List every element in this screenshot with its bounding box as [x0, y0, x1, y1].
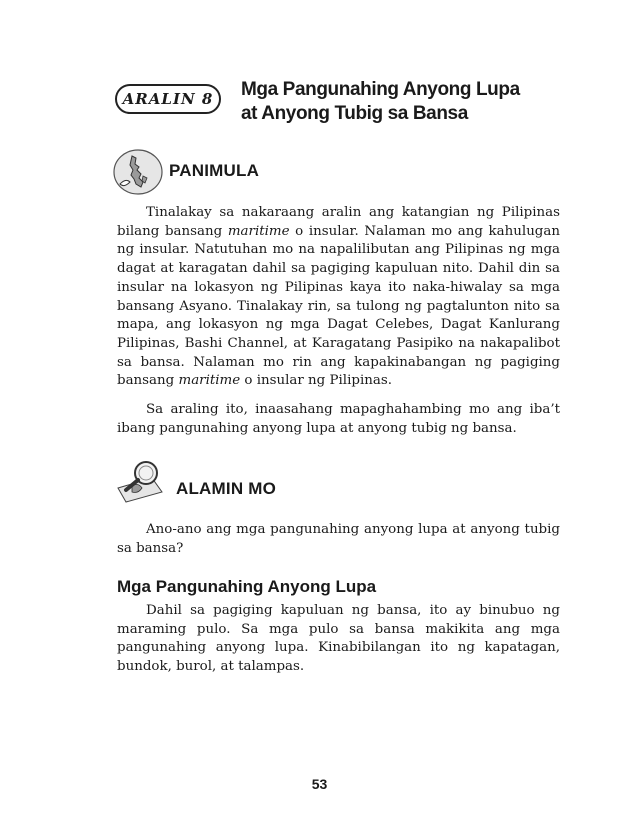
lesson-badge-label: ARALIN 8 — [122, 90, 214, 108]
panimula-p1-italic-2: maritime — [178, 373, 241, 389]
anyong-lupa-p1-text: Dahil sa pagiging kapuluan ng bansa, ito ay binubuo ng maraming pulo. Sa mga pulo sa bansa makikita ang mga pangunahing anyong lupa. Kinabibilangan ito ng kapatagan, bundok, burol, at talampas. — [117, 603, 560, 675]
panimula-heading: PANIMULA — [169, 161, 260, 180]
lesson-badge — [115, 84, 221, 114]
philippines-map-icon — [112, 148, 164, 196]
panimula-p1-italic-1: maritime — [227, 223, 290, 239]
anyong-lupa-paragraph — [117, 602, 560, 677]
page-number: 53 — [311, 776, 328, 792]
panimula-p1-a: Tinalakay sa nakaraang aralin ang katangian ng Pilipinas bilang bansang — [117, 205, 560, 239]
panimula-p1-c: o insular ng Pilipinas. — [240, 373, 392, 389]
alamin-question-text: Ano-ano ang mga pangunahing anyong lupa at anyong tubig sa bansa? — [117, 522, 560, 556]
panimula-p2-text: Sa araling ito, inaasahang mapaghahambing mo ang iba’t ibang pangunahing anyong lupa at anyong tubig ng bansa. — [117, 402, 560, 436]
panimula-paragraph-1 — [117, 204, 560, 391]
panimula-p1-b: o insular. Nalaman mo ang kahulugan ng insular. Natutuhan mo na napalilibutan ang Pilipinas ng mga dagat at karagatan dahil sa pagiging kapuluan nito. Dahil din sa insular na lokasyon ng Pilipinas kaya ito naka-hiwalay sa mga bansang Asyano. Tinalakay rin, sa tulong ng pagtalunton nito sa mapa, ang lokasyon ng mga Dagat Celebes, Dagat Kanlurang Pilipinas, Bashi Channel, at Karagatang Pasipiko na nakapalibot sa bansa. Nalaman mo rin ang kapakinabangan ng pagiging bansang — [117, 223, 560, 389]
alamin-question — [117, 521, 560, 558]
alamin-heading: ALAMIN MO — [176, 479, 277, 498]
anyong-lupa-heading: Mga Pangunahing Anyong Lupa — [117, 577, 377, 596]
panimula-paragraph-2 — [117, 401, 560, 438]
lesson-title — [241, 78, 571, 126]
lesson-title-line2: at Anyong Tubig sa Bansa — [241, 103, 468, 124]
lesson-title-line1: Mga Pangunahing Anyong Lupa — [241, 79, 520, 100]
magnifier-map-icon — [112, 458, 168, 504]
